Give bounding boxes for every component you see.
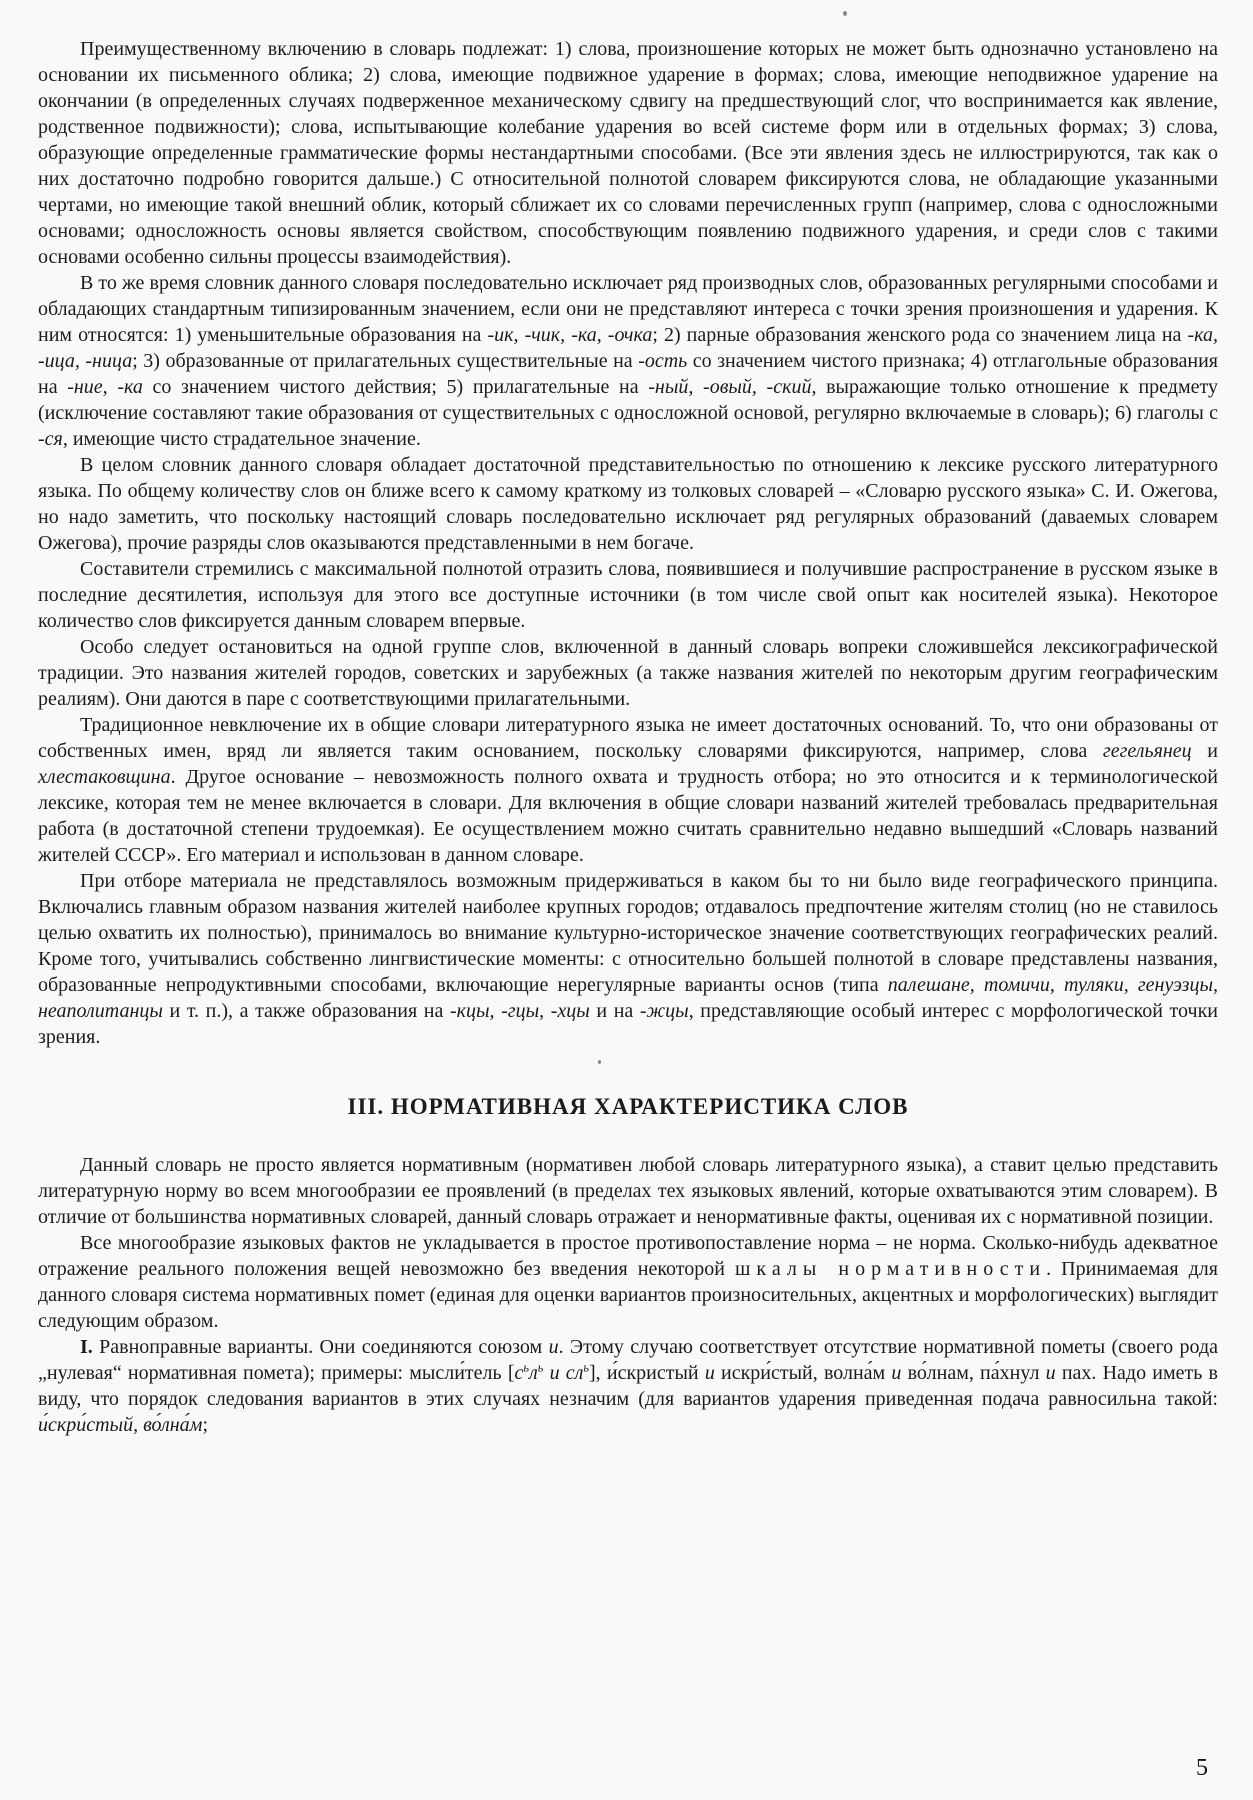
paragraph xyxy=(38,270,1218,452)
text-run: I. xyxy=(80,1336,100,1358)
text-run: л xyxy=(529,1362,538,1384)
text-run: шкалы нормативности xyxy=(735,1258,1047,1280)
text-run: ь xyxy=(537,1360,544,1375)
text-run: ], и́скристый xyxy=(589,1362,705,1384)
paragraph xyxy=(38,634,1218,712)
text-run: , представляющие особый интерес с морфологической точки зрения. xyxy=(38,1000,1218,1048)
text-run: В то же время словник данного словаря последовательно исключает ряд производных слов, образованных регулярными способами и обладающих стандартным типизированным значением, если они не представляют интереса с точки зрения произношения и ударения. К ним относятся: 1) уменьшительные образования на xyxy=(38,272,1218,346)
text-run: Равноправные варианты. Они соединяются союзом xyxy=(99,1336,549,1358)
paragraph xyxy=(38,452,1218,556)
paragraph xyxy=(38,1334,1218,1438)
text-run: и xyxy=(543,1362,566,1384)
text-run: . Этому случаю соответствует отсутствие нормативной пометы (своего рода „нулевая“ нормативная помета); примеры: мысли́тель [ xyxy=(38,1336,1219,1384)
text-block xyxy=(38,36,1218,1438)
text-run: со значением чистого признака; 4) отглагольные образования на xyxy=(38,350,1218,398)
text-run: Данный словарь не просто является нормативным (нормативен любой словарь литературного языка), а ставит целью представить литературную норму во всем многообразии ее проявлений (в пределах тех языковых явлений, которые охватываются этим словарем). В отличие от большинства нормативных словарей, данный словарь отражает и ненормативные факты, оценивая их с нормативной позиции. xyxy=(38,1154,1218,1228)
text-run: . Принимаемая для данного словаря система нормативных помет (единая для оценки вариантов произносительных, акцентных и морфологических) выглядит следующим образом. xyxy=(38,1258,1218,1332)
text-run: -ик, -чик, -ка, -очка xyxy=(487,324,653,346)
text-run: -ся xyxy=(38,428,63,450)
text-run: -жцы xyxy=(639,1000,689,1022)
text-run: с xyxy=(514,1362,524,1384)
paragraph xyxy=(38,712,1218,868)
scan-artifact-dot xyxy=(843,11,847,16)
text-run: -ние, -ка xyxy=(67,376,143,398)
text-run: Преимущественному включению в словарь подлежат: 1) слова, произношение которых не может быть однозначно установлено на основании их письменного облика; 2) слова, имеющие подвижное ударение в формах; слова, имеющие неподвижное ударение на окончании (в определенных случаях подверженное механическому сдвигу на предшествующий слог, что воспринимается как явление, родственное подвижности); слова, испытывающие колебание ударения во всей системе форм или в отдельных формах; 3) слова, образующие определенные грамматические формы нестандартными способами. (Все эти явления здесь не иллюстрируются, так как о них достаточно подробно говорится дальше.) С относительной полнотой словарем фиксируются слова, не обладающие указанными чертами, но имеющие такой внешний облик, который сближает их со словами перечисленных групп (например, слова с односложными основами; односложность основы является свойством, способствующим появлению подвижного ударения, и среди слов с такими основами особенно сильны процессы взаимодействия). xyxy=(38,38,1218,268)
text-run: и xyxy=(891,1362,902,1384)
section-heading xyxy=(38,1094,1218,1120)
text-run: палешане, томичи, туляки, генуэзцы, неаполитанцы xyxy=(38,974,1218,1022)
text-run: -ка, -ица, -ница xyxy=(38,324,1218,372)
text-run: и xyxy=(704,1362,715,1384)
text-run: , выражающие только отношение к предмету (исключение составляют такие образования от существительных с односложной основой, регулярно включаемые в словарь); 6) глаголы с xyxy=(38,376,1218,424)
text-run: и xyxy=(1045,1362,1056,1384)
text-run: ь xyxy=(583,1360,590,1375)
paragraph xyxy=(38,556,1218,634)
text-run: хлестаковщина xyxy=(38,766,171,788)
text-run: гегельянец xyxy=(1102,740,1192,762)
text-run: В целом словник данного словаря обладает достаточной представительностью по отношению к лексике русского литературного языка. По общему количеству слов он ближе всего к самому краткому из толковых словарей – «Словарю русского языка» С. И. Ожегова, но надо заметить, что поскольку настоящий словарь последовательно исключает ряд регулярных образований (даваемых словарем Ожегова), прочие разряды слов оказываются представленными в нем богаче. xyxy=(38,454,1218,554)
text-run: во́лнам, па́хнул xyxy=(901,1362,1046,1384)
text-run: -кцы, -гцы, -хцы xyxy=(449,1000,590,1022)
text-run: Особо следует остановиться на одной группе слов, включенной в данный словарь вопреки сложившейся лексикографической традиции. Это названия жителей городов, советских и зарубежных (а также названия жителей по некоторым другим географическим реалиям). Они даются в паре с соответствующими прилагательными. xyxy=(38,636,1218,710)
text-run: Все многообразие языковых фактов не укладывается в простое противопоставление норма – не норма. Сколько-нибудь адекватное отражение реального положения вещей невозможно без введения некоторой xyxy=(38,1232,1218,1280)
text-run: и т. п.), а также образования на xyxy=(162,1000,450,1022)
text-run: сл xyxy=(565,1362,584,1384)
paragraph xyxy=(38,868,1218,1050)
paragraph xyxy=(38,36,1218,270)
text-run: -ный, -овый, -ский xyxy=(648,376,812,398)
text-run: ; xyxy=(202,1414,208,1436)
text-run: искри́стый, волна́м xyxy=(714,1362,892,1384)
text-run: ь xyxy=(523,1360,530,1375)
text-run: Традиционное невключение их в общие словари литературного языка не имеет достаточных оснований. То, что они образованы от собственных имен, вряд ли является таким основанием, поскольку словарями фиксируются, например, слова xyxy=(38,714,1218,762)
text-run: со значением чистого действия; 5) прилагательные на xyxy=(142,376,649,398)
text-run: и xyxy=(1191,740,1219,762)
text-run: пах. Надо иметь в виду, что порядок следования вариантов в этих случаях незначим (для вариантов ударения приведенная подача равносильна такой: xyxy=(38,1362,1218,1410)
text-run: -ость xyxy=(638,350,688,372)
text-run: ; 3) образованные от прилагательных существительные на xyxy=(132,350,639,372)
text-run: и́скри́стый, во́лна́м xyxy=(38,1414,203,1436)
text-run: Составители стремились с максимальной полнотой отразить слова, появившиеся и получившие распространение в русском языке в последние десятилетия, используя для этого все доступные источники (в том числе свой опыт как носителей языка). Некоторое количество слов фиксируется данным словарем впервые. xyxy=(38,558,1218,632)
text-run: ; 2) парные образования женского рода со значением лица на xyxy=(652,324,1188,346)
text-run: . Другое основание – невозможность полного охвата и трудность отбора; но это относится и к терминологической лексике, которая тем не менее включается в словари. Для включения в общие словари названий жителей требовалась предварительная работа (в достаточной степени трудоемкая). Ее осуществлением можно считать сравнительно недавно вышедший «Словарь названий жителей СССР». Его материал и использован в данном словаре. xyxy=(38,766,1218,866)
text-run: и xyxy=(548,1336,559,1358)
text-run: и на xyxy=(589,1000,640,1022)
paragraph xyxy=(38,1230,1218,1334)
text-run: , имеющие чисто страдательное значение. xyxy=(62,428,421,450)
text-run: При отборе материала не представлялось возможным придерживаться в каком бы то ни было виде географического принципа. Включались главным образом названия жителей наиболее крупных городов; отдавалось предпочтение жителям столиц (но не ставилось целью охватить их полностью), принималось во внимание культурно-историческое значение соответствующих географических реалий. Кроме того, учитывались собственно лингвистические моменты: с относительно большей полнотой в словаре представлены названия, образованные непродуктивными способами, включающие нерегулярные варианты основ (типа xyxy=(38,870,1218,996)
page-number: 5 xyxy=(1196,1755,1208,1781)
section-heading-text: III. НОРМАТИВНАЯ ХАРАКТЕРИСТИКА СЛОВ xyxy=(347,1094,909,1119)
paragraph xyxy=(38,1152,1218,1230)
